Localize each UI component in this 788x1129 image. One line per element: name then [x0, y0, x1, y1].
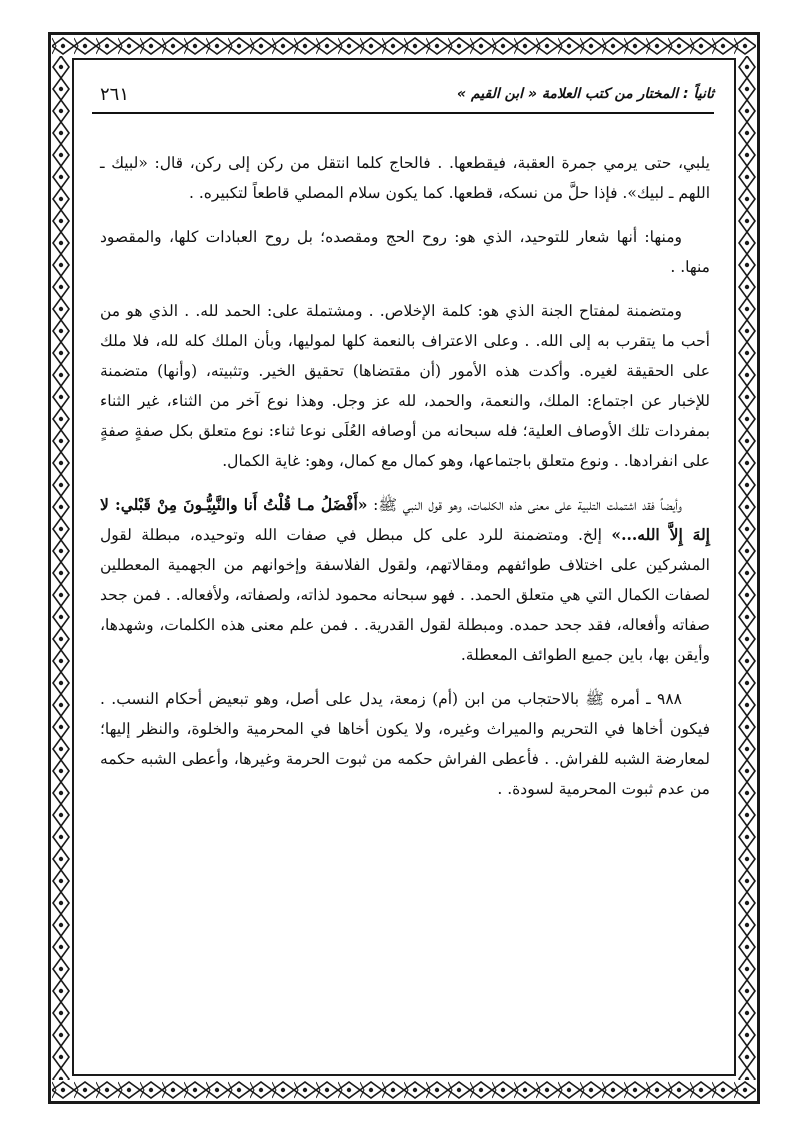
paragraph-4-intro: وأيضاً فقد اشتملت التلبية على معنى هذه الكلمات، وهو قول النبي ﷺ: [373, 496, 682, 514]
page-number: ٢٦١ [100, 84, 130, 105]
paragraph-4-rest: إلخ. ومتضمنة للرد على كل مبطل في صفات الله وتوحيده، مبطلة لقول المشركين على اختلاف طوائفهم ومقالاتهم، ولقول الفلاسفة وإخوانهم من الجهمية المعطلين لصفات الكمال التي هي متعلق الحمد. . فهو سبحانه محمود لذاته، ولصفاته، ولأفعاله. . فمن جحد صفاته وأفعاله، فقد جحد حمده. ومبطلة لقول القدرية. . فمن علم معنى هذه الكلمات، وشهدها، وأيقن بها، باين جميع الطوائف المعطلة. [100, 526, 710, 664]
ornament-band-top [52, 36, 756, 56]
paragraph-4 [100, 490, 710, 670]
hadith-quote: «أَفْضَلُ مـا قُلْتُ أَنا والنَّبِيُّـونَ مِنْ قَبْلي: لا إِلهَ إِلاَّ الله...» [100, 495, 710, 544]
paragraph-3: ومتضمنة لمفتاح الجنة الذي هو: كلمة الإخلاص. . ومشتملة على: الحمد لله. . الذي هو من أحب ما يتقرب به إلى الله. . وعلى الاعتراف بالنعمة كلها لموليها، وبأن الملك كله لله، فلا ملك على الحقيقة لغيره. وأكدت هذه الأمور (أن مقتضاها) تحقيق الخير. وتثبيته، (وأنها) متضمنة للإخبار عن اجتماع: الملك، والنعمة، والحمد، لله عز وجل. وهذا نوع آخر من الثناء، غير الثناء بمفردات تلك الأوصاف العلية؛ فله سبحانه من أوصافه العُلَى نوعا ثناء: نوع متعلق بكل صفةٍ صفةٍ على انفرادها. . ونوع متعلق باجتماعها، وهو كمال مع كمال، وهو: غاية الكمال. [100, 302, 710, 470]
paragraph-1: يلبي، حتى يرمي جمرة العقبة، فيقطعها. . فالحاج كلما انتقل من ركن إلى ركن، قال: «لبيك ـ اللهم ـ لبيك». فإذا حلَّ من نسكه، قطعها. كما يكون سلام المصلي قاطعاً لتكبيره. . [100, 154, 710, 202]
paragraph-2: ومنها: أنها شعار للتوحيد، الذي هو: روح الحج ومقصده؛ بل روح العبادات كلها، والمقصود منها. . [100, 228, 710, 276]
ornament-band-bottom [52, 1080, 756, 1100]
page-body [100, 148, 710, 818]
ornament-band-right [738, 56, 756, 1080]
paragraph-5: ٩٨٨ ـ أمره ﷺ بالاحتجاب من ابن (أم) زمعة، يدل على أصل، وهو تبعيض أحكام النسب. . فيكون أخاها في التحريم والميراث وغيره، ولا يكون أخاها في المحرمية والخلوة، والنظر إليها؛ لمعارضة الشبه للفراش. . فأعطى الفراش حكمه من ثبوت الحرمة وغيرها، وأعطى الشبه حكمه من عدم ثبوت المحرمية لسودة. . [100, 690, 710, 798]
ornament-band-left [52, 56, 70, 1080]
running-title: ثانياً : المختار من كتب العلامة « ابن القيم » [456, 86, 714, 102]
page-header [92, 84, 714, 114]
